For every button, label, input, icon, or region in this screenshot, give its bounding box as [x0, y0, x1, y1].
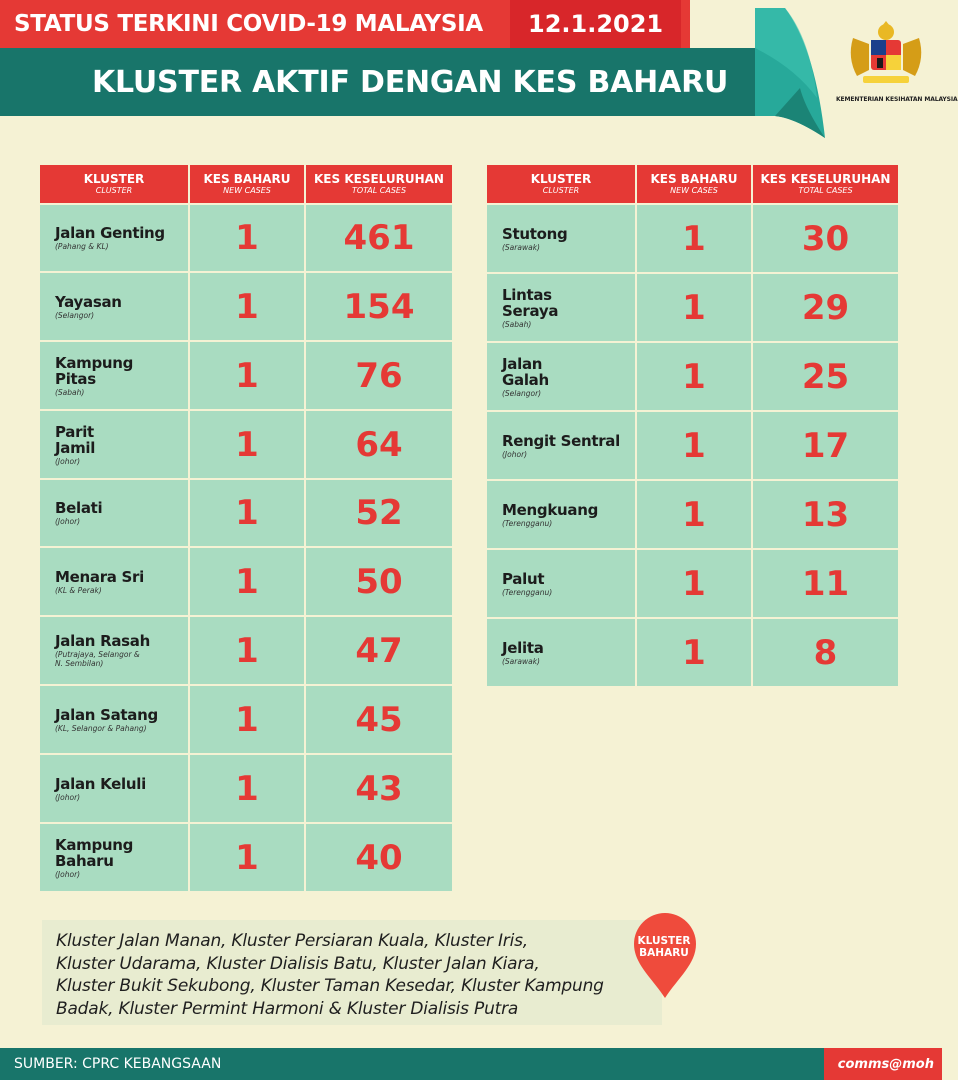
cluster-name-cell	[40, 205, 190, 271]
cluster-state: (Johor)	[55, 792, 81, 802]
cluster-state: (KL, Selangor & Pahang)	[55, 723, 147, 733]
cluster-name-cell	[40, 548, 190, 615]
cluster-name-cell	[40, 686, 190, 753]
cluster-name-cell	[40, 342, 190, 409]
total-cases-cell: 8	[753, 619, 898, 686]
table-row	[40, 686, 452, 753]
total-cases-cell: 11	[753, 550, 898, 617]
cluster-state: (Johor)	[55, 517, 81, 526]
ministry-crest	[836, 18, 958, 108]
cluster-name-cell	[487, 205, 637, 272]
total-cases-cell: 30	[753, 205, 898, 272]
cluster-state: (Pahang & KL)	[55, 242, 109, 251]
cluster-state: (Terengganu)	[502, 587, 553, 597]
total-cases-cell: 154	[306, 273, 452, 340]
header-total-cases: KES KESELURUHAN TOTAL CASES	[306, 165, 452, 203]
cluster-name: Palut	[502, 569, 545, 588]
cluster-name: Parit Jamil	[55, 422, 96, 457]
total-cases-cell: 40	[306, 824, 452, 891]
new-cases-cell: 1	[190, 480, 306, 546]
note-line: Badak, Kluster Permint Harmoni & Kluster Dialisis Putra	[56, 998, 519, 1019]
table-row	[487, 619, 898, 686]
new-cluster-badge: KLUSTER BAHARU	[637, 935, 691, 959]
cluster-state: (KL & Perak)	[55, 585, 102, 595]
cluster-table-right	[487, 165, 898, 686]
cluster-name: Lintas Seraya	[502, 285, 559, 320]
total-cases-cell: 25	[753, 343, 898, 410]
total-cases-cell: 47	[306, 617, 452, 684]
cluster-name-cell	[487, 481, 637, 548]
cluster-name-cell	[40, 273, 190, 340]
cluster-name: Rengit Sentral	[502, 431, 620, 450]
cluster-name-cell	[487, 274, 637, 341]
new-cases-cell: 1	[190, 205, 306, 271]
footer-bar	[0, 1048, 942, 1080]
header-new-cases: KES BAHARU NEW CASES	[190, 165, 306, 203]
cluster-state: (Putrajaya, Selangor & N. Sembilan)	[55, 650, 140, 668]
header-subtitle: KLUSTER AKTIF DENGAN KES BAHARU	[92, 64, 729, 100]
table-row	[40, 548, 452, 615]
new-cases-cell: 1	[637, 481, 753, 548]
cluster-state: (Johor)	[502, 449, 528, 459]
cluster-name: Yayasan	[55, 292, 122, 311]
cluster-name-cell	[40, 411, 190, 478]
table-row	[40, 205, 452, 271]
cluster-state: (Sarawak)	[502, 656, 540, 666]
total-cases-cell: 13	[753, 481, 898, 548]
cluster-name-cell	[487, 412, 637, 479]
cluster-state: (Terengganu)	[502, 518, 553, 528]
ministry-name: KEMENTERIAN KESIHATAN MALAYSIA	[836, 96, 958, 103]
new-cases-cell: 1	[190, 617, 306, 684]
total-cases-cell: 76	[306, 342, 452, 409]
page-curl-decoration	[755, 8, 825, 138]
total-cases-cell: 50	[306, 548, 452, 615]
cluster-table-left	[40, 165, 452, 891]
new-cases-cell: 1	[190, 755, 306, 822]
cluster-name-cell	[40, 755, 190, 822]
total-cases-cell: 64	[306, 411, 452, 478]
cluster-state: (Sabah)	[55, 387, 85, 397]
cluster-name-cell	[40, 480, 190, 546]
total-cases-cell: 29	[753, 274, 898, 341]
cluster-name: Belati	[55, 499, 103, 517]
note-line: Kluster Bukit Sekubong, Kluster Taman Kesedar, Kluster Kampung	[56, 976, 604, 996]
new-cases-cell: 1	[190, 824, 306, 891]
table-row	[487, 412, 898, 479]
cluster-name: Stutong	[502, 224, 568, 243]
cluster-name: Jalan Galah	[502, 354, 549, 389]
cluster-name-cell	[40, 617, 190, 684]
total-cases-cell: 45	[306, 686, 452, 753]
note-line: Kluster Udarama, Kluster Dialisis Batu, Kluster Jalan Kiara,	[56, 953, 540, 974]
cluster-name: Jelita	[502, 638, 544, 657]
header-teal-bar	[0, 48, 790, 116]
cluster-name: Jalan Satang	[55, 705, 158, 724]
cluster-name: Jalan Rasah	[55, 632, 150, 650]
header-total-cases: KES KESELURUHAN TOTAL CASES	[753, 165, 898, 203]
new-clusters-note	[42, 920, 662, 1025]
cluster-name: Jalan Keluli	[55, 774, 146, 793]
cluster-name-cell	[487, 550, 637, 617]
new-cases-cell: 1	[637, 205, 753, 272]
new-cases-cell: 1	[637, 343, 753, 410]
header-red-bar	[0, 0, 690, 48]
new-cases-cell: 1	[637, 412, 753, 479]
header-cluster: KLUSTER CLUSTER	[487, 165, 637, 203]
cluster-name: Kampung Pitas	[55, 353, 134, 388]
table-body	[487, 205, 898, 686]
coat-of-arms-icon	[841, 18, 931, 90]
total-cases-cell: 52	[306, 480, 452, 546]
new-cases-cell: 1	[190, 342, 306, 409]
table-row	[487, 205, 898, 272]
new-cases-cell: 1	[190, 273, 306, 340]
new-cases-cell: 1	[190, 548, 306, 615]
table-row	[40, 342, 452, 409]
brand-tag: comms@moh	[824, 1048, 942, 1080]
cluster-name: Menara Sri	[55, 567, 144, 586]
cluster-state: (Selangor)	[55, 310, 95, 320]
new-cases-cell: 1	[637, 274, 753, 341]
table-row	[40, 411, 452, 478]
table-header	[40, 165, 452, 203]
cluster-state: (Selangor)	[502, 388, 542, 398]
table-header	[487, 165, 898, 203]
table-row	[40, 480, 452, 546]
cluster-name: Mengkuang	[502, 500, 599, 519]
table-row	[487, 343, 898, 410]
header-cluster: KLUSTER CLUSTER	[40, 165, 190, 203]
cluster-name: Jalan Genting	[55, 224, 165, 242]
table-row	[40, 273, 452, 340]
cluster-name: Kampung Baharu	[55, 835, 134, 870]
new-cases-cell: 1	[637, 550, 753, 617]
table-row	[40, 824, 452, 891]
header-title: STATUS TERKINI COVID-19 MALAYSIA	[14, 11, 483, 37]
new-cases-cell: 1	[637, 619, 753, 686]
table-row	[40, 755, 452, 822]
cluster-state: (Johor)	[55, 869, 81, 879]
table-body	[40, 205, 452, 891]
table-row	[487, 274, 898, 341]
header-date: 12.1.2021	[510, 0, 681, 48]
table-row	[40, 617, 452, 684]
cluster-state: (Johor)	[55, 456, 81, 466]
cluster-state: (Sabah)	[502, 319, 532, 329]
cluster-state: (Sarawak)	[502, 242, 540, 252]
cluster-name-cell	[487, 343, 637, 410]
new-cases-cell: 1	[190, 411, 306, 478]
source-text: SUMBER: CPRC KEBANGSAAN	[14, 1056, 222, 1072]
table-row	[487, 481, 898, 548]
total-cases-cell: 461	[306, 205, 452, 271]
new-cases-cell: 1	[190, 686, 306, 753]
cluster-name-cell	[40, 824, 190, 891]
header-new-cases: KES BAHARU NEW CASES	[637, 165, 753, 203]
total-cases-cell: 17	[753, 412, 898, 479]
table-row	[487, 550, 898, 617]
total-cases-cell: 43	[306, 755, 452, 822]
cluster-name-cell	[487, 619, 637, 686]
note-line: Kluster Jalan Manan, Kluster Persiaran Kuala, Kluster Iris,	[56, 931, 528, 951]
